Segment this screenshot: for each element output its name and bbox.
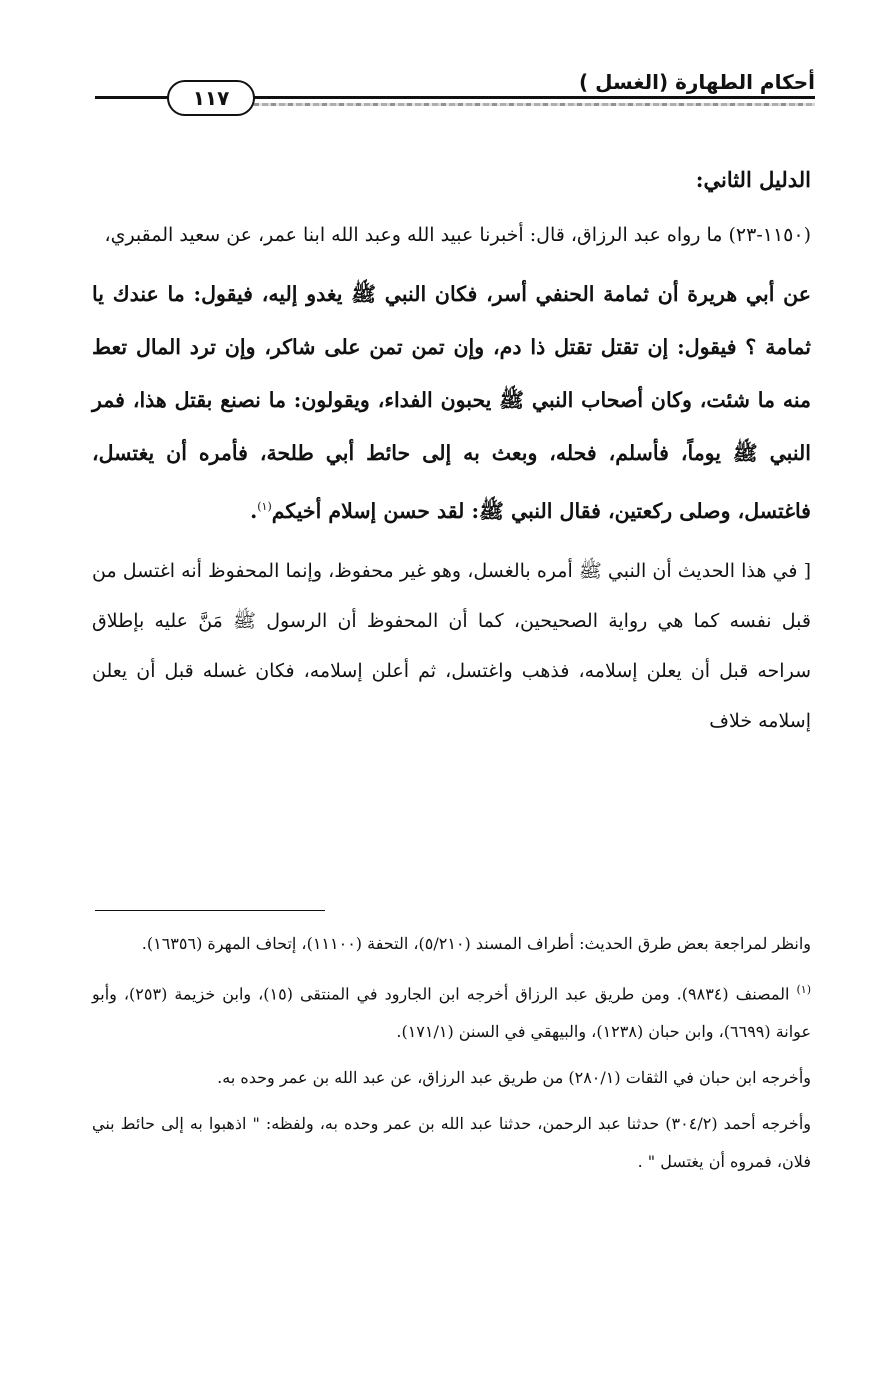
- footnote-1-marker: (١): [796, 983, 811, 996]
- running-header: [95, 66, 815, 126]
- header-ornament-rule: [245, 103, 815, 106]
- main-text: [92, 150, 811, 746]
- hadith-paragraph: [92, 268, 811, 538]
- footnote-1-text: المصنف (٩٨٣٤). ومن طريق عبد الرزاق أخرجه ابن الجارود في المنتقى (١٥)، وابن خزيمة (٢٥٣)، وأبو عوانة (٦٦٩٩)، وابن حبان (١٢٣٨)، والبيهقي في السنن (١٧١/١).: [92, 984, 811, 1042]
- isnad-paragraph: (١١٥٠-٢٣) ما رواه عبد الرزاق، قال: أخبرنا عبيد الله وعبد الله ابنا عمر، عن سعيد المقبري،: [104, 224, 811, 246]
- header-title: أحكام الطهارة (الغسل ): [579, 70, 815, 94]
- footnote-carryover: وانظر لمراجعة بعض طرق الحديث: أطراف المسند (٥/٢١٠)، التحفة (١١١٠٠)، إتحاف المهرة (١٦٣٥٦).: [141, 934, 811, 953]
- hadith-end: .: [250, 498, 258, 523]
- footnote-ref: (١): [257, 500, 272, 513]
- footnote-separator: [95, 910, 325, 911]
- commentary-paragraph: [ في هذا الحديث أن النبي ﷺ أمره بالغسل، وهو غير محفوظ، وإنما المحفوظ أنه اغتسل من قبل نفسه كما هي رواية الصحيحين، كما أن المحفوظ أن الرسول ﷺ مَنَّ عليه بإطلاق سراحه قبل أن يعلن إسلامه، فذهب واغتسل، ثم أعلن إسلامه، فكان غسله قبل أن يعلن إسلامه خلاف: [92, 559, 811, 732]
- section-title: الدليل الثاني:: [695, 167, 811, 192]
- footnote-2: وأخرجه ابن حبان في الثقات (٢٨٠/١) من طريق عبد الرزاق، عن عبد الله بن عمر وحده به.: [217, 1068, 811, 1088]
- hadith-text: عن أبي هريرة أن ثمامة الحنفي أسر، فكان النبي ﷺ يغدو إليه، فيقول: ما عندك يا ثمامة ؟ فيقول: إن تقتل تقتل ذا دم، وإن تمن تمن على شاكر، وإن ترد المال تعط منه ما شئت، وكان أصحاب النبي ﷺ يحبون الفداء، ويقولون: ما نصنع بقتل هذا، فمر النبي ﷺ يوماً، فأسلم، فحله، وبعث به إلى حائط أبي طلحة، فأمره أن يغتسل، فاغتسل، وصلى ركعتين، فقال النبي ﷺ: لقد حسن إسلام أخيكم: [92, 282, 811, 523]
- footnote-1: [92, 971, 811, 1051]
- footnotes: [92, 925, 811, 1189]
- footnote-3: وأخرجه أحمد (٣٠٤/٢) حدثنا عبد الرحمن، حدثنا عبد الله بن عمر وحده به، ولفظه: " اذهبوا به إلى حائط بني فلان، فمروه أن يغتسل " .: [92, 1114, 811, 1172]
- page-number: ١١٧: [167, 80, 255, 116]
